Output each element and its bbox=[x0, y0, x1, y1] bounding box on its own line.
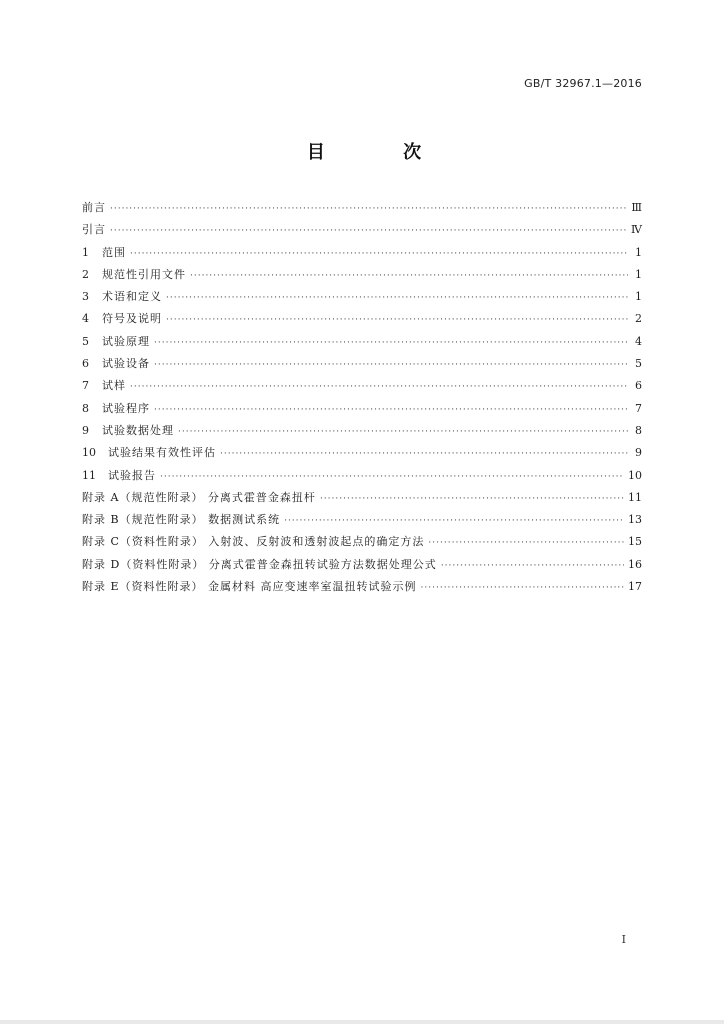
toc-entry-text: 试样 bbox=[102, 379, 126, 393]
toc-entry-number: 4 bbox=[82, 312, 89, 326]
toc-entry-number: 1 bbox=[82, 245, 89, 259]
toc-entry-text: 试验结果有效性评估 bbox=[108, 446, 216, 460]
toc-entry-1[interactable] bbox=[82, 242, 642, 264]
toc-entry-text: 附录 B（规范性附录） 数据测试系统 bbox=[82, 513, 281, 527]
toc-entry-page: 1 bbox=[635, 245, 642, 259]
leader-dots bbox=[428, 532, 624, 554]
toc-entry-text: 前言 bbox=[82, 201, 106, 214]
toc-entry-9[interactable] bbox=[82, 420, 642, 442]
leader-dots bbox=[178, 421, 628, 443]
toc-entry-text: 附录 E（资料性附录） 金属材料 高应变速率室温扭转试验示例 bbox=[82, 580, 417, 594]
toc-entry-text: 范围 bbox=[102, 245, 126, 259]
toc-entry-page: 16 bbox=[628, 557, 642, 571]
page-number: I bbox=[621, 933, 626, 946]
leader-dots bbox=[130, 376, 628, 398]
toc-entry-page: 4 bbox=[635, 334, 642, 348]
toc-entry-text: 术语和定义 bbox=[102, 290, 162, 304]
toc-title: 目 次 bbox=[306, 142, 458, 163]
toc-entry-10[interactable] bbox=[82, 442, 642, 464]
toc-entry-8[interactable] bbox=[82, 398, 642, 420]
toc-entry-text: 符号及说明 bbox=[102, 312, 162, 326]
toc-entry-page: 10 bbox=[628, 468, 642, 482]
toc-entry-page: 1 bbox=[635, 267, 642, 281]
table-of-contents bbox=[82, 197, 642, 598]
toc-entry-text: 附录 C（资料性附录） 入射波、反射波和透射波起点的确定方法 bbox=[82, 535, 425, 549]
toc-entry-appendix-b[interactable] bbox=[82, 509, 642, 531]
toc-entry-page: 13 bbox=[628, 513, 642, 527]
leader-dots bbox=[320, 488, 624, 510]
toc-entry-page: 1 bbox=[635, 290, 642, 304]
toc-entry-2[interactable] bbox=[82, 264, 642, 286]
toc-entry-text: 试验数据处理 bbox=[102, 423, 174, 437]
toc-entry-number: 11 bbox=[82, 468, 96, 482]
toc-entry-text: 试验设备 bbox=[102, 357, 150, 371]
leader-dots bbox=[441, 555, 624, 577]
leader-dots bbox=[110, 220, 627, 242]
leader-dots bbox=[160, 466, 624, 488]
toc-entry-4[interactable] bbox=[82, 308, 642, 330]
leader-dots bbox=[166, 309, 628, 331]
toc-entry-page: 11 bbox=[628, 490, 642, 504]
toc-entry-text: 规范性引用文件 bbox=[102, 267, 186, 281]
leader-dots bbox=[190, 265, 628, 287]
toc-entry-number: 5 bbox=[82, 334, 89, 348]
toc-entry-text: 试验报告 bbox=[108, 468, 156, 482]
page-bottom-edge bbox=[0, 1020, 724, 1024]
toc-entry-number: 9 bbox=[82, 423, 89, 437]
toc-entry-text: 引言 bbox=[82, 223, 106, 237]
leader-dots bbox=[130, 243, 628, 265]
toc-entry-foreword[interactable] bbox=[82, 197, 642, 219]
toc-entry-number: 6 bbox=[82, 357, 89, 371]
leader-dots bbox=[154, 399, 628, 421]
toc-entry-3[interactable] bbox=[82, 286, 642, 308]
toc-entry-page: 7 bbox=[635, 401, 642, 415]
toc-entry-text: 附录 A（规范性附录） 分离式霍普金森扭杆 bbox=[82, 490, 316, 504]
toc-entry-appendix-d[interactable] bbox=[82, 554, 642, 576]
toc-entry-6[interactable] bbox=[82, 353, 642, 375]
toc-entry-page: 15 bbox=[628, 535, 642, 549]
toc-entry-page: 2 bbox=[635, 312, 642, 326]
toc-entry-appendix-a[interactable] bbox=[82, 487, 642, 509]
toc-entry-page: 17 bbox=[628, 580, 642, 594]
leader-dots bbox=[110, 198, 627, 220]
toc-entry-number: 3 bbox=[82, 290, 89, 304]
toc-entry-page: 5 bbox=[635, 357, 642, 371]
toc-entry-page: 9 bbox=[635, 446, 642, 460]
toc-entry-page: 8 bbox=[635, 423, 642, 437]
toc-entry-page: Ⅲ bbox=[631, 201, 642, 214]
toc-entry-appendix-e[interactable] bbox=[82, 576, 642, 598]
toc-entry-number: 10 bbox=[82, 446, 96, 460]
toc-entry-text: 附录 D（资料性附录） 分离式霍普金森扭转试验方法数据处理公式 bbox=[82, 557, 437, 571]
toc-entry-number: 7 bbox=[82, 379, 89, 393]
toc-entry-number: 2 bbox=[82, 267, 89, 281]
leader-dots bbox=[166, 287, 628, 309]
toc-entry-introduction[interactable] bbox=[82, 219, 642, 241]
leader-dots bbox=[421, 577, 624, 599]
standard-code: GB/T 32967.1—2016 bbox=[524, 77, 642, 90]
leader-dots bbox=[154, 332, 628, 354]
leader-dots bbox=[154, 354, 628, 376]
toc-entry-text: 试验原理 bbox=[102, 334, 150, 348]
toc-entry-page: Ⅳ bbox=[631, 223, 642, 237]
leader-dots bbox=[284, 510, 624, 532]
toc-entry-5[interactable] bbox=[82, 331, 642, 353]
toc-entry-appendix-c[interactable] bbox=[82, 531, 642, 553]
toc-entry-7[interactable] bbox=[82, 375, 642, 397]
leader-dots bbox=[220, 443, 628, 465]
toc-entry-page: 6 bbox=[635, 379, 642, 393]
toc-entry-11[interactable] bbox=[82, 465, 642, 487]
toc-entry-text: 试验程序 bbox=[102, 401, 150, 415]
toc-entry-number: 8 bbox=[82, 401, 89, 415]
